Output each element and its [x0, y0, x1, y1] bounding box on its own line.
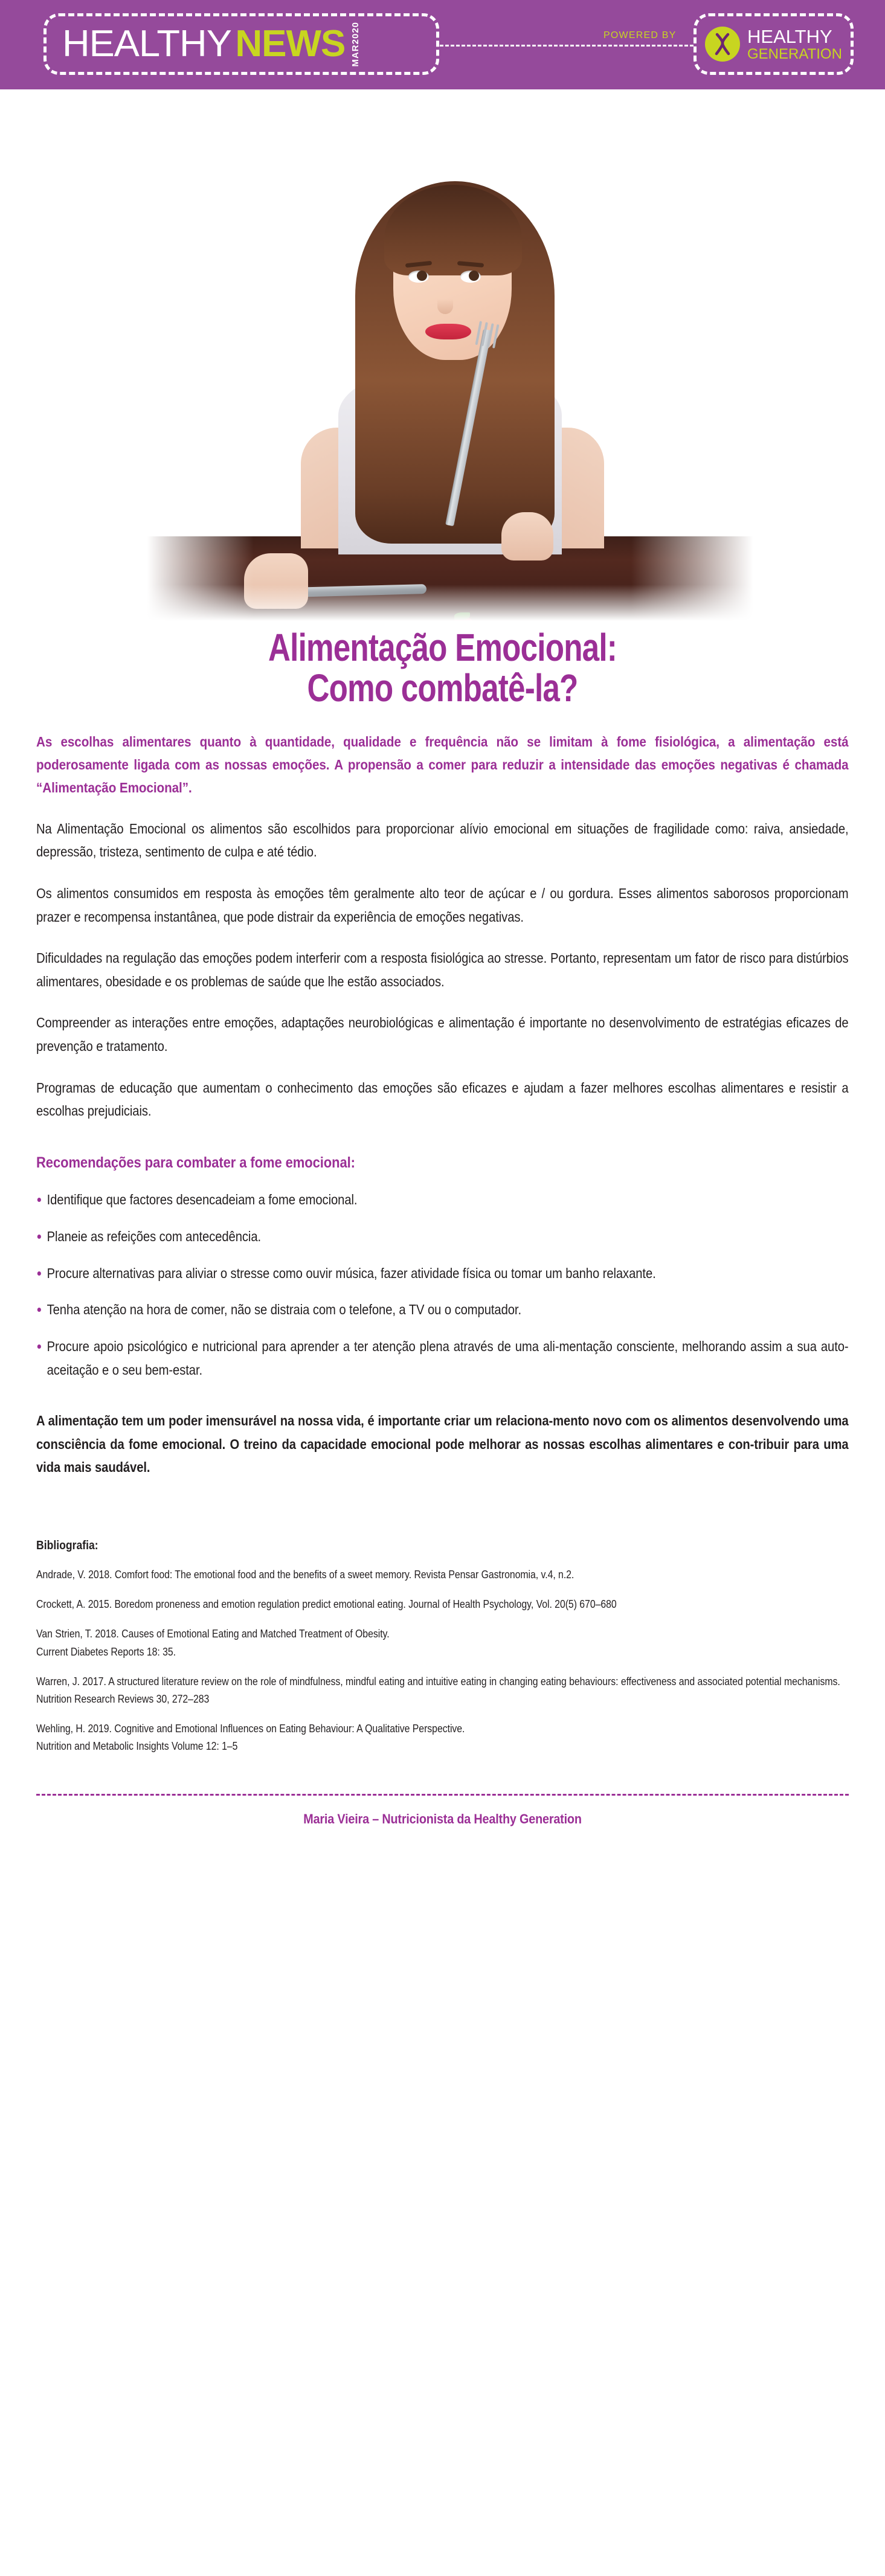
nose	[437, 289, 453, 314]
partner-line-2: GENERATION	[747, 45, 842, 62]
powered-by-label: POWERED BY	[600, 30, 680, 41]
title-line-1: Alimentação Emocional:	[268, 626, 617, 669]
page-header	[0, 0, 885, 89]
hero-photo	[0, 89, 885, 621]
strawberry-leaf	[454, 612, 470, 620]
title-line-2: Como combatê-la?	[307, 666, 578, 710]
article-paragraph: Na Alimentação Emocional os alimentos são escolhidos para proporcionar alívio emocional em situações de fragilidade como: raiva, ansiedade, depressão, tristeza, sentimento de culpa e até tédio.	[36, 820, 849, 860]
article-intro: As escolhas alimentares quanto à quantidade, qualidade e frequência não se limitam à fome fisiológica, a alimentação está poderosamente ligada com as nossas emoções. A propensão a comer para reduzir a intensidade das emoções negativas é chamada “Alimentação Emocional”.	[36, 733, 849, 795]
bibliography-entry: Crockett, A. 2015. Boredom proneness and emotion regulation predict emotional eating. Journal of Health Psychology, Vol. 20(5) 670–680	[36, 1598, 617, 1611]
bibliography-section	[36, 1537, 849, 1755]
healthy-news-logo	[43, 13, 439, 75]
bibliography-entry: Warren, J. 2017. A structured literature review on the role of mindfulness, mindful eating and intuitive eating in changing eating behaviours: effectiveness and associated potential mechanisms. Nutrition Research Reviews 30, 272–283	[36, 1675, 840, 1705]
partner-line-1: HEALTHY	[747, 25, 832, 47]
footer-divider	[36, 1794, 849, 1796]
article-paragraph: Dificuldades na regulação das emoções podem interferir com a resposta fisiológica ao stresse. Portanto, representam um fator de risco para distúrbios alimentares, obesidade e os problemas de saúde que lhe estão associados.	[36, 950, 849, 989]
dna-x-icon	[705, 27, 740, 62]
right-hand	[501, 512, 553, 560]
healthy-generation-wordmark	[747, 27, 842, 62]
fork-tines-icon	[474, 321, 500, 348]
bibliography-entry: Wehling, H. 2019. Cognitive and Emotional Influences on Eating Behaviour: A Qualitative Perspective. Nutrition and Metabolic Insights Volume 12: 1–5	[36, 1723, 465, 1753]
article-paragraph: Programas de educação que aumentam o conhecimento das emoções são eficazes e ajudam a fazer melhores escolhas alimentares e resistir a escolhas prejudiciais.	[36, 1079, 849, 1119]
author-credit: Maria Vieira – Nutricionista da Healthy Generation	[303, 1811, 582, 1827]
lips	[425, 324, 471, 339]
article-paragraph: Compreender as interações entre emoções, adaptações neurobiológicas e alimentação é importante no desenvolvimento de estratégias eficazes de prevenção e tratamento.	[36, 1015, 849, 1055]
logo-news-word: NEWS	[235, 23, 346, 65]
healthy-generation-logo	[694, 13, 854, 75]
left-hand	[244, 553, 308, 609]
list-item: Procure alternativas para aliviar o stresse como ouvir música, fazer atividade física ou tomar um banho relaxante.	[36, 1262, 849, 1285]
list-item: Procure apoio psicológico e nutricional para aprender a ter atenção plena através de uma ali-mentação consciente, melhorando assim a sua auto-aceitação e o seu bem-estar.	[36, 1335, 849, 1381]
page-footer	[36, 1794, 849, 1845]
photo-illustration	[0, 89, 885, 621]
bibliography-entry: Andrade, V. 2018. Comfort food: The emotional food and the benefits of a sweet memory. Revista Pensar Gastronomia, v.4, n.2.	[36, 1569, 574, 1581]
bibliography-title: Bibliografia:	[36, 1539, 98, 1553]
article-title	[36, 621, 849, 708]
iris-left	[417, 271, 427, 281]
article-content	[0, 621, 885, 1845]
bibliography-entry: Van Strien, T. 2018. Causes of Emotional Eating and Matched Treatment of Obesity. Current Diabetes Reports 18: 35.	[36, 1628, 390, 1658]
recommendations-list	[36, 1188, 849, 1381]
list-item: Planeie as refeições com antecedência.	[36, 1225, 849, 1248]
list-item: Identifique que factores desencadeiam a fome emocional.	[36, 1188, 849, 1212]
issue-date-label: MAR2020	[350, 21, 361, 67]
recommendations-heading: Recomendações para combater a fome emocional:	[36, 1154, 355, 1171]
article-paragraph: Os alimentos consumidos em resposta às emoções têm geralmente alto teor de açúcar e / ou gordura. Esses alimentos saborosos proporcionam prazer e recompensa instantânea, que pode distrair da experiência de emoções negativas.	[36, 885, 849, 925]
dashed-connector-line	[440, 45, 694, 47]
iris-right	[469, 271, 479, 281]
logo-healthy-word: HEALTHY	[62, 23, 231, 65]
list-item: Tenha atenção na hora de comer, não se distraia com o telefone, a TV ou o computador.	[36, 1298, 849, 1322]
article-closing: A alimentação tem um poder imensurável na nossa vida, é importante criar um relaciona-mento novo com os alimentos desenvolvendo uma consciência da fome emocional. O treino da capacidade emocional pode melhorar as nossas escolhas alimentares e con-tribuir para uma vida mais saudável.	[36, 1413, 849, 1476]
